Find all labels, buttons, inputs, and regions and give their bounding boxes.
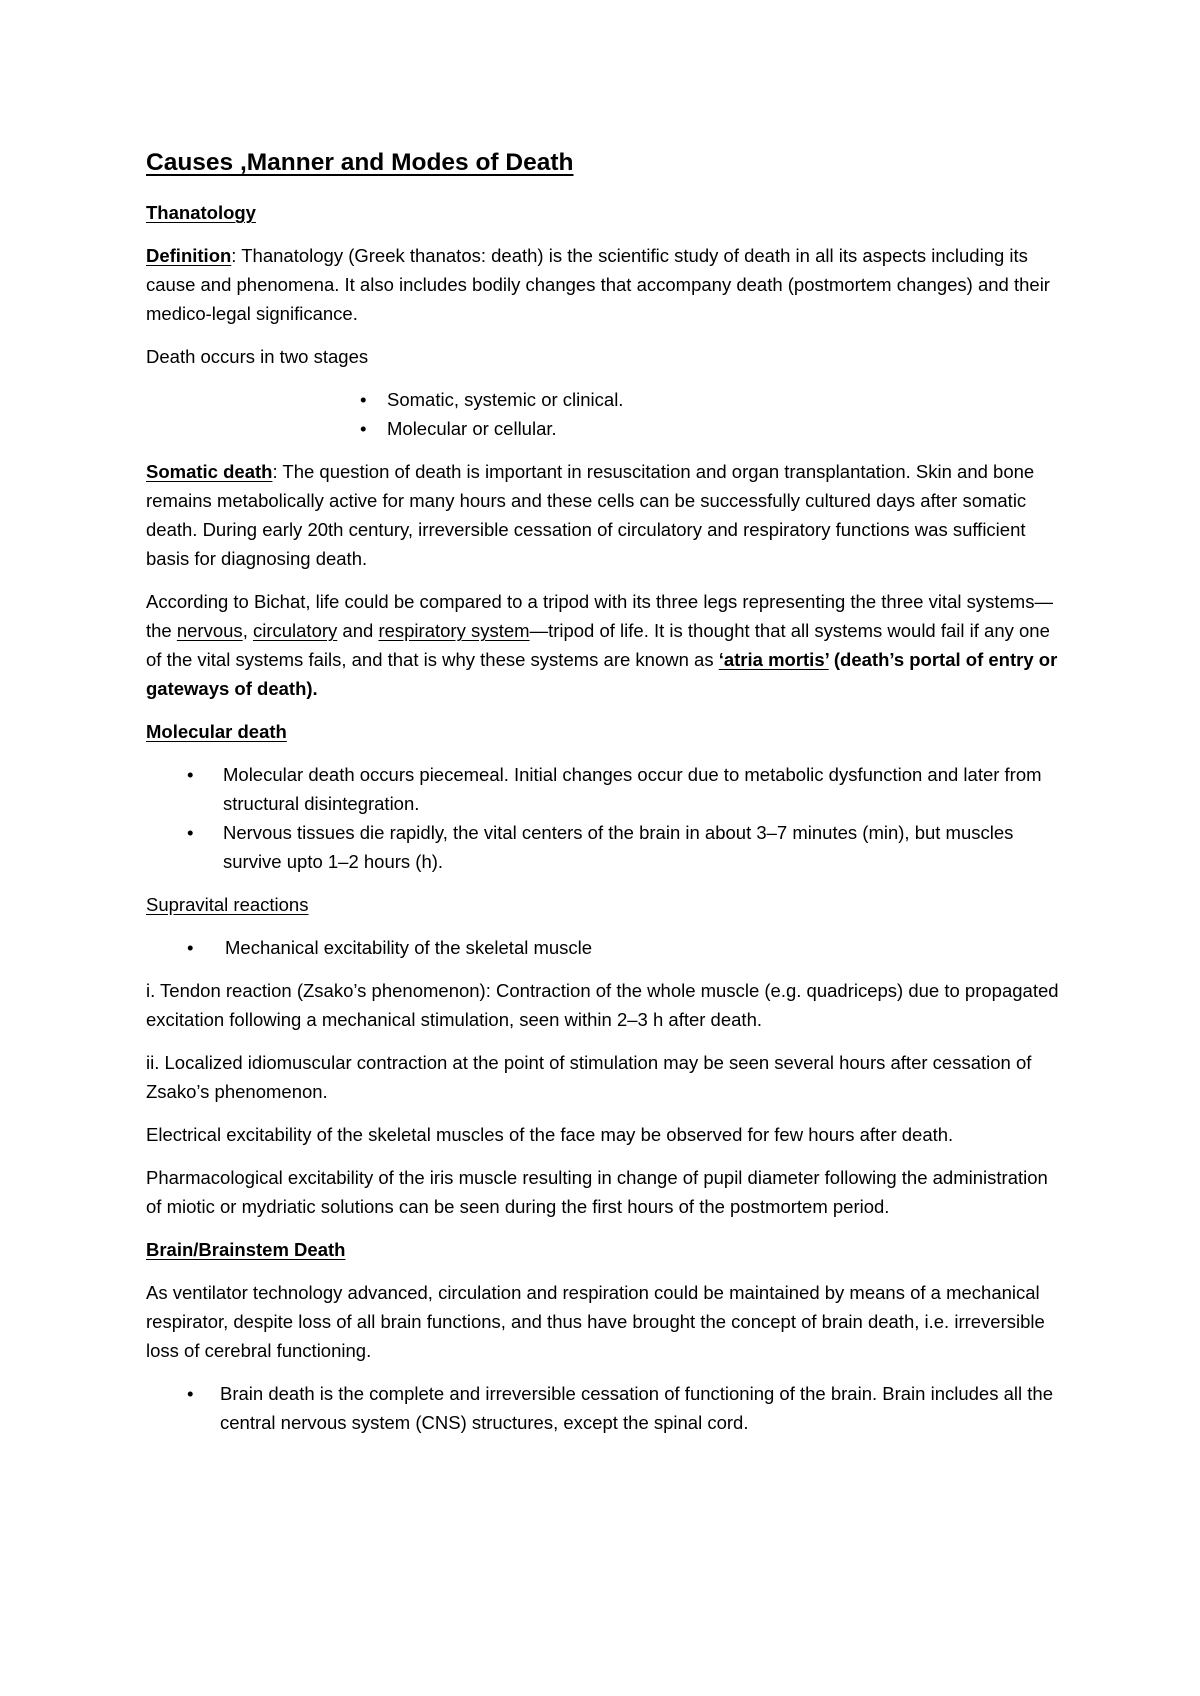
tendon-reaction-paragraph: i. Tendon reaction (Zsako’s phenomenon): Contraction of the whole muscle (e.g. quadriceps) due to propagated excitation following a mechanical stimulation, seen within 2–3 h after death.: [146, 980, 1059, 1030]
list-item: • Molecular death occurs piecemeal. Initial changes occur due to metabolic dysfunction and later from structural disintegration.: [223, 760, 1066, 818]
brain-intro-paragraph: As ventilator technology advanced, circulation and respiration could be maintained by means of a mechanical respirator, despite loss of all brain functions, and thus have brought the concept of brain death, i.e. irreversible loss of cerebral functioning.: [146, 1282, 1045, 1361]
somatic-label: Somatic death: [146, 461, 273, 482]
stages-list: [146, 385, 1066, 443]
somatic-paragraph: [146, 457, 1066, 573]
pharmacological-paragraph: Pharmacological excitability of the iris muscle resulting in change of pupil diameter following the administration of miotic or mydriatic solutions can be seen during the first hours of the postmortem period.: [146, 1167, 1048, 1217]
list-item: • Molecular or cellular.: [387, 414, 1066, 443]
molecular-heading: Molecular death: [146, 721, 287, 742]
bichat-sep-2: and: [337, 620, 379, 641]
definition-text: : Thanatology (Greek thanatos: death) is the scientific study of death in all its aspects including its cause and phenomena. It also includes bodily changes that accompany death (postmortem changes) and their medico-legal significance.: [146, 245, 1050, 324]
bichat-paragraph: [146, 587, 1066, 703]
document-body: [146, 146, 1066, 1451]
bichat-text-2: —tripod of life. It is thought that all systems would fail if any one of the vital systems fails, and that is why these systems are known as: [146, 620, 1050, 670]
portal-text: (death’s portal of entry or gateways of death).: [146, 649, 1058, 699]
list-item: • Mechanical excitability of the skeletal muscle: [225, 933, 1066, 962]
stages-intro: Death occurs in two stages: [146, 346, 369, 367]
bichat-text-1: According to Bichat, life could be compared to a tripod with its three legs representing the three vital systems—the: [146, 591, 1053, 641]
list-item: • Somatic, systemic or clinical.: [387, 385, 1066, 414]
brain-heading: Brain/Brainstem Death: [146, 1239, 346, 1260]
supravital-list: [146, 933, 1066, 962]
circulatory-term: circulatory: [252, 620, 338, 641]
idiomuscular-paragraph: ii. Localized idiomuscular contraction at the point of stimulation may be seen several hours after cessation of Zsako’s phenomenon.: [146, 1052, 1032, 1102]
somatic-text: : The question of death is important in resuscitation and organ transplantation. Skin and bone remains metabolically active for many hours and these cells can be successfully cultured days after somatic death. During early 20th century, irreversible cessation of circulatory and respiratory functions was sufficient basis for diagnosing death.: [146, 461, 1035, 569]
atria-mortis-term: ‘atria mortis’: [718, 649, 829, 670]
supravital-heading: Supravital reactions: [146, 894, 309, 915]
nervous-term: nervous: [176, 620, 243, 641]
respiratory-term: respiratory system: [378, 620, 530, 641]
list-item: • Nervous tissues die rapidly, the vital centers of the brain in about 3–7 minutes (min), but muscles survive upto 1–2 hours (h).: [223, 818, 1066, 876]
definition-paragraph: [146, 241, 1066, 328]
page-title: Causes ,Manner and Modes of Death: [146, 149, 574, 176]
brain-list: [146, 1379, 1066, 1437]
thanatology-heading: Thanatology: [146, 202, 256, 223]
electrical-paragraph: Electrical excitability of the skeletal muscles of the face may be observed for few hours after death.: [146, 1124, 954, 1145]
definition-label: Definition: [146, 245, 232, 266]
list-item: • Brain death is the complete and irreversible cessation of functioning of the brain. Brain includes all the central nervous system (CNS) structures, except the spinal cord.: [220, 1379, 1066, 1437]
bichat-sep-1: ,: [242, 620, 253, 641]
molecular-list: [146, 760, 1066, 876]
